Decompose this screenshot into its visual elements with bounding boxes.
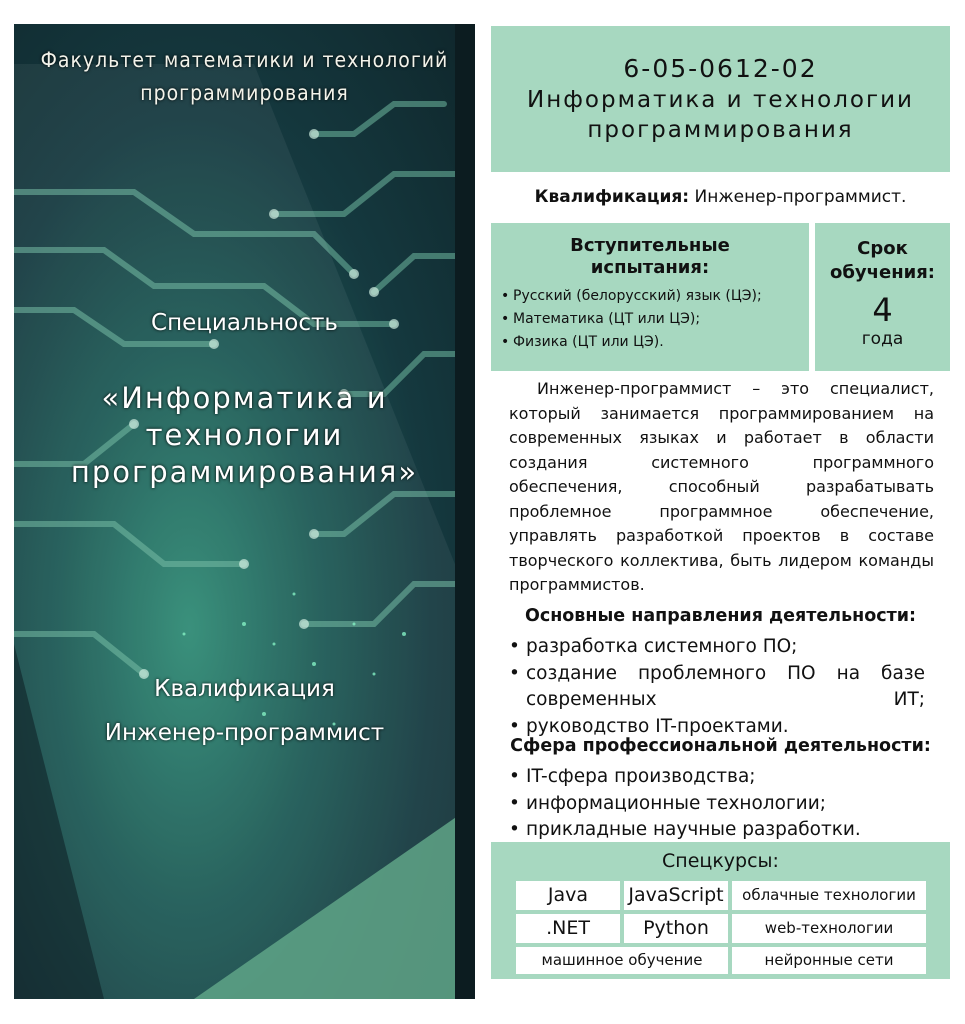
qualification-line — [491, 187, 950, 207]
list-item: • руководство IT-проектами. — [509, 714, 925, 741]
list-item: • разработка системного ПО; — [509, 634, 925, 661]
directions-title: Основные направления деятельности: — [524, 606, 917, 626]
entrance-exams-list — [491, 285, 809, 354]
program-code: 6-05-0612-02 — [623, 54, 818, 83]
study-term-title: Срок обучения: — [829, 238, 936, 283]
list-item: • создание проблемного ПО на базе современных ИТ; — [509, 661, 925, 714]
list-item: • информационные технологии; — [509, 791, 929, 818]
program-header — [491, 26, 950, 172]
directions-list — [509, 634, 925, 740]
course-cell: .NET — [516, 914, 620, 943]
course-cell: Java — [516, 881, 620, 910]
special-courses-box — [491, 842, 950, 979]
study-term-unit: года — [861, 329, 904, 349]
course-cell: нейронные сети — [732, 947, 926, 974]
dark-edge-strip — [455, 24, 475, 999]
entrance-exams-box — [491, 223, 809, 371]
left-panel — [14, 24, 475, 999]
study-term-box — [815, 223, 950, 371]
specialty-name: «Информатика и технологии программирования» — [70, 381, 419, 489]
specialty-label: Специальность — [151, 310, 338, 336]
qualification-line-value: Инженер-программист. — [689, 187, 907, 207]
qualification-label: Квалификация — [154, 676, 335, 702]
qualification-name: Инженер-программист — [104, 720, 385, 746]
description-paragraph: Инженер-программист – это специалист, который занимается программированием на современных языках и работает в области создания системного программного обеспечения, способный разрабатывать проблемное программное обеспечение, управлять разработкой проектов в составе творческого коллектива, быть лидером команды программистов. — [509, 379, 934, 594]
special-courses-title: Спецкурсы: — [662, 850, 779, 872]
program-title: Информатика и технологии программирования — [527, 87, 914, 143]
decorative-shapes — [14, 24, 475, 999]
course-cell: JavaScript — [624, 881, 728, 910]
course-cell: Python — [624, 914, 728, 943]
list-item: • Математика (ЦТ или ЦЭ); — [513, 308, 809, 331]
list-item: • прикладные научные разработки. — [509, 817, 929, 844]
list-item: • IT-сфера производства; — [509, 764, 929, 791]
study-term-years: 4 — [872, 291, 893, 329]
sphere-title: Сфера профессиональной деятельности: — [510, 736, 931, 756]
entrance-exams-title: Вступительные испытания: — [570, 235, 730, 278]
course-cell: web-технологии — [732, 914, 926, 943]
qualification-line-label: Квалификация: — [534, 187, 690, 207]
list-item: • Физика (ЦТ или ЦЭ). — [513, 331, 809, 354]
list-item: • Русский (белорусский) язык (ЦЭ); — [513, 285, 809, 308]
faculty-title: Факультет математики и технологий программирования — [40, 48, 449, 105]
sphere-list — [509, 764, 929, 844]
course-cell: машинное обучение — [516, 947, 728, 974]
course-cell: облачные технологии — [732, 881, 926, 910]
